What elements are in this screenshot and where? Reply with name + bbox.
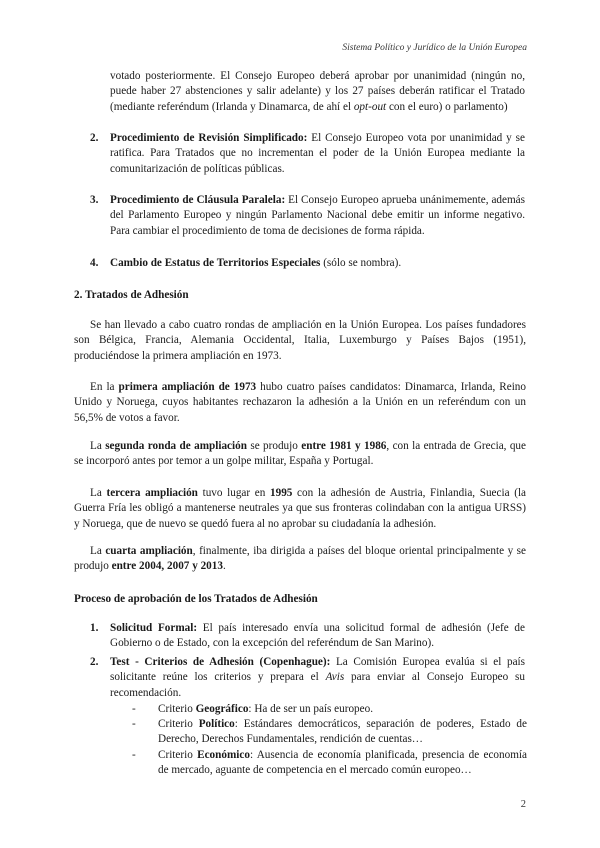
step-number: 1.	[90, 622, 99, 634]
intro-continuation: votado posteriormente. El Consejo Europeo deberá aprobar por unanimidad (ningún no, puede haber 27 abstenciones y salir adelante) y los 27 países deberán ratificar el Tratado (mediante referéndum (Irlanda y Dinamarca, de ahí el opt-out con el euro) o parlamento)	[110, 70, 525, 113]
process-step	[80, 655, 525, 701]
procedure-number: 2.	[90, 132, 99, 144]
paragraph-fourth-enlargement: La cuarta ampliación, finalmente, iba dirigida a países del bloque oriental principalmente y se produjo entre 2004, 2007 y 2013.	[74, 545, 527, 573]
procedure-text: Procedimiento de Revisión Simplificado: El Consejo Europeo vota por unanimidad y se ratifica. Para Tratados que no incrementan el poder de la Unión Europea mediante la comunitarización de políticas públicas.	[110, 132, 526, 175]
procedure-text: Cambio de Estatus de Territorios Especiales (sólo se nombra).	[110, 257, 402, 269]
step-number: 2.	[90, 656, 99, 668]
process-heading: Proceso de aprobación de los Tratados de Adhesión	[74, 593, 318, 605]
section-heading: 2. Tratados de Adhesión	[74, 289, 189, 301]
paragraph-first-enlargement: En la primera ampliación de 1973 hubo cuatro países candidatos: Dinamarca, Irlanda, Reino Unido y Noruega, cuyos habitantes rechazaron la adhesión a la Unión en un referéndum con un 56,5% de votos a favor.	[74, 381, 526, 424]
criterion-item: - Criterio Económico: Ausencia de economía planificada, presencia de economía de mercado, aguante de competencia en el mercado común europeo…	[132, 749, 527, 777]
process-step	[80, 621, 525, 652]
procedure-item	[80, 193, 525, 239]
procedure-number: 4.	[90, 257, 99, 269]
criterion-item: - Criterio Geográfico: Ha de ser un país europeo.	[132, 703, 373, 715]
paragraph-rounds: Se han llevado a cabo cuatro rondas de ampliación en la Unión Europea. Los países fundadores son Bélgica, Francia, Alemania Occidental, Italia, Luxemburgo y Países Bajos (1951), produciéndose la primera ampliación en 1973.	[74, 319, 526, 362]
paragraph-second-enlargement: La segunda ronda de ampliación se produjo entre 1981 y 1986, con la entrada de Grecia, que se incorporó antes por temor a un golpe militar, España y Portugal.	[74, 440, 526, 468]
step-text: Solicitud Formal: El país interesado envía una solicitud formal de adhesión (Jefe de Gobierno o de Estado, con la excepción del referéndum de San Marino).	[110, 622, 525, 650]
procedure-text: Procedimiento de Cláusula Paralela: El Consejo Europeo aprueba unánimemente, además del Parlamento Europeo y ningún Parlamento Nacional debe emitir un informe negativo. Para cambiar el procedimiento de toma de decisiones de forma rápida.	[110, 194, 525, 237]
procedure-number: 3.	[90, 194, 99, 206]
procedure-item	[80, 256, 525, 271]
paragraph-third-enlargement: La tercera ampliación tuvo lugar en 1995 con la adhesión de Austria, Finlandia, Suecia (la Guerra Fría les obligó a mantenerse neutrales ya que sus fronteras colindaban con la antigua URSS) y Noruega, que de nuevo se quedó fuera al no aprobar su ciudadanía la adhesión.	[74, 487, 527, 530]
procedure-item	[80, 131, 525, 177]
running-header: Sistema Político y Jurídico de la Unión Europea	[342, 43, 527, 53]
criterion-item: - Criterio Político: Estándares democráticos, separación de poderes, Estado de Derecho, Derechos Fundamentales, rendición de cuentas…	[132, 718, 527, 746]
step-text: Test - Criterios de Adhesión (Copenhague): La Comisión Europea evalúa si el país solicitante reúne los criterios y prepara el Avis para enviar al Consejo Europeo su recomendación.	[110, 656, 525, 699]
page-number: 2	[520, 799, 526, 810]
